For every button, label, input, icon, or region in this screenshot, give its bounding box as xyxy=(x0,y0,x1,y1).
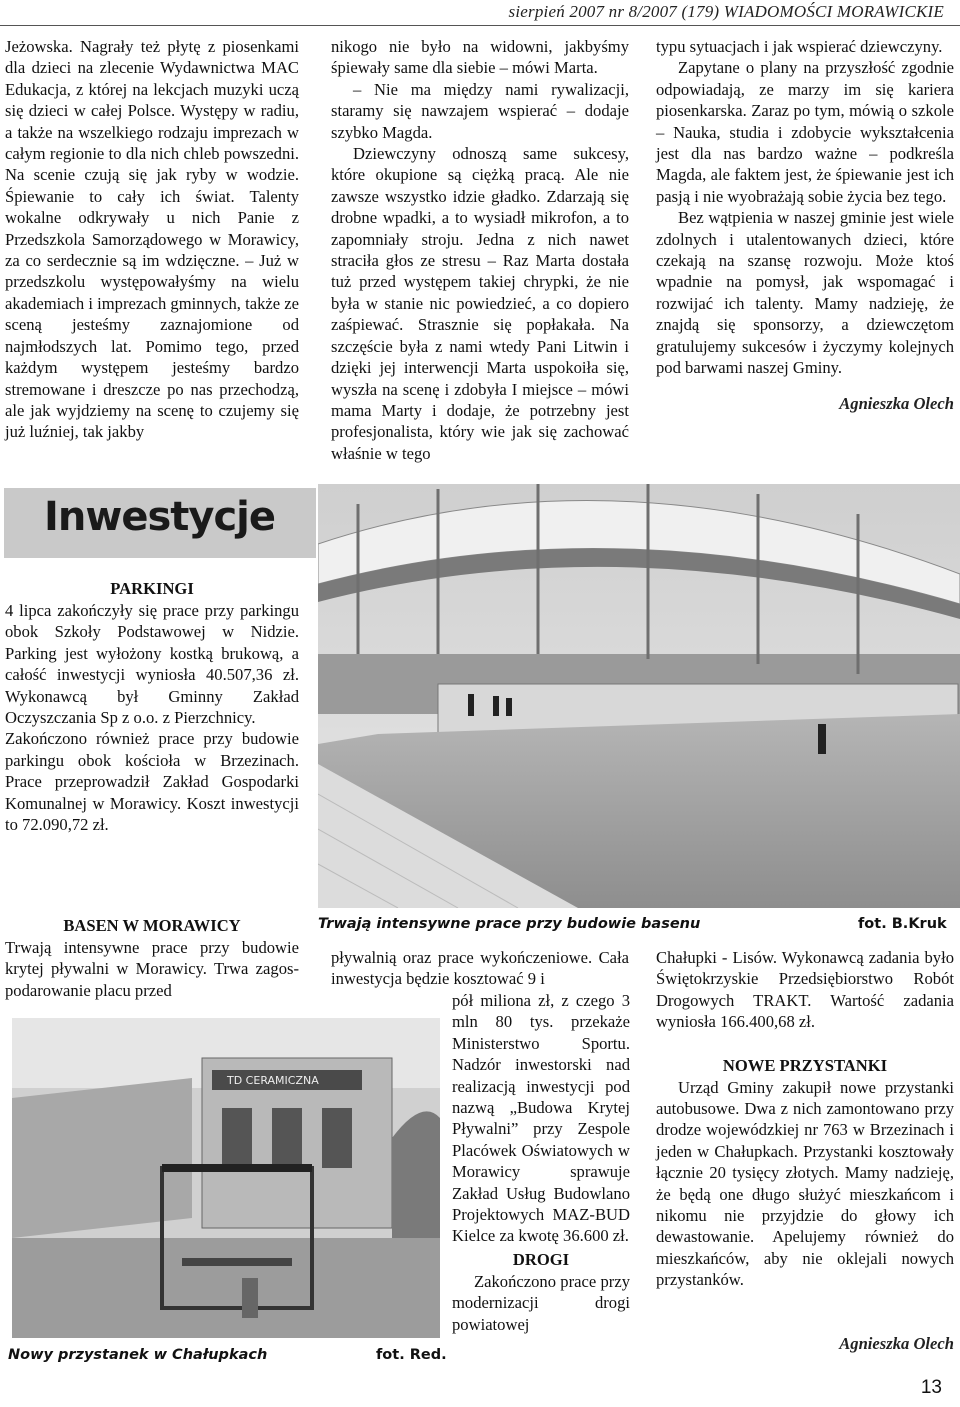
author-signature: Agnieszka Olech xyxy=(839,393,954,413)
top-middle-column xyxy=(331,36,629,464)
top-left-column xyxy=(5,36,299,443)
bus-photo-credit: fot. Red. xyxy=(376,1347,447,1363)
basen-continuation xyxy=(331,947,629,990)
article-paragraph: Zapytane o plany na przyszłość zgodnie odpowiadają, ze marzy im się kariera piosenkarska. Zaraz po tym, mówią o szkole – Nauka, studia i zdobycie wykształcenia jest dla nas bardzo ważne – podkreśla Magda, ale faktem jest, że śpiewanie jest ich pasją i nie wyobrażają sobie życia bez tego. xyxy=(656,58,954,206)
article-paragraph: Jeżowska. Nagrały też płytę z piosenkami dla dzieci na zlecenie Wydawnictwa MAC Edukacja, z której na lekcjach muzyki uczą się dzieci w całej Polsce. Występy w radiu, a także na wszelkiego rodzaju imprezach w całym regionie to dla nich chleb powszedni. Na scenie czują się jak ryby w wodzie. Śpiewanie to cały ich świat. Talenty wokalne odkrywały u nich Panie z Przedszkola Samorządowego w Morawicy, za co serdecznie są im wdzięczne. – Już w przedszkolu występowałyśmy na wielu akademiach i imprezach gminnych, także ze sceną jesteśmy zaznajomione od najmłodszych lat. Pomimo tego, przed każdym występem jesteśmy bardzo stremowane i dreszcze po nas przechodzą, ale jak wyjdziemy na scenę to czujemy się już luźniej, tak jakby xyxy=(5,37,299,442)
basen-heading: BASEN W MORAWICY xyxy=(63,916,241,935)
author-signature: Agnieszka Olech xyxy=(839,1333,954,1353)
page-number: 13 xyxy=(920,1377,942,1398)
article-paragraph: 4 lipca zakończyły się prace przy parkingu obok Szkoły Podstawowej w Nidzie. Parking jest wyłożony kostką brukową, a całość inwestycji wyniosła 40.507,36 zł. Wykonawcą był Gminny Zakład Oczyszczania Sp z o.o. z Pierzchnicy. xyxy=(5,601,299,728)
basen-article xyxy=(5,915,299,1001)
drogi-heading: DROGI xyxy=(512,1249,570,1269)
article-paragraph: Zakończono również prace przy budowie parkingu obok kościoła w Brzezinach. Prace przeprowadził Zakład Gospodarki Komunalnej w Morawicy. Koszt inwestycji to 72.090,72 zł. xyxy=(5,729,299,835)
article-paragraph: typu sytuacjach i jak wspierać dziewczyny. xyxy=(656,37,943,56)
przystanki-heading: NOWE PRZYSTANKI xyxy=(722,1055,888,1075)
section-title: Inwestycje xyxy=(44,494,275,540)
section-title-banner xyxy=(4,488,316,558)
pool-construction-photo xyxy=(318,484,960,908)
article-paragraph: – Nie ma między nami rywalizacji, staramy się nawzajem wspierać – dodaje szybko Magda. xyxy=(331,79,629,142)
header-rule xyxy=(0,25,960,26)
article-paragraph: nikogo nie było na widowni, jakbyśmy śpiewały same dla siebie – mówi Marta. xyxy=(331,37,629,78)
article-paragraph: pływalnią oraz prace wykończeniowe. Cała inwestycja będzie kosztować 9 i xyxy=(331,948,629,989)
top-right-column xyxy=(656,36,954,414)
article-paragraph: Dziewczyny odnoszą same sukcesy, które okupione są ciężką pracą. Ale nie zawsze wszystko idzie gładko. Zdarzają się drobne wpadki, a to wysiadł mikrofon, a to zapomniały stroju. Jedna z nich nawet straciła głos ze stresu – Raz Marta dostała tuż przed występem takiej chrypki, że nie była w stanie nic powiedzieć, a co dopiero zaśpiewać. Strasznie się popłakała. Na szczęście była z nami wtedy Pani Litwin i dzięki jej interwencji Marta uspokoiła się, wyszła na scenę i zdobyła I miejsce – mówi mama Marty i dodaje, że potrzebny jest profesjonalista, który wie jak się zachować właśnie w tego xyxy=(331,144,629,463)
basen-wrap-column xyxy=(452,990,630,1335)
article-paragraph: pół miliona zł, z czego 3 mln 80 tys. przekaże Ministerstwo Sportu. Nadzór inwestorski nad realizacją inwestycji pod nazwą „Budowa Krytej Pływalni” przy Zespole Placówek Oświatowych w Morawicy sprawuje Zakład Usług Budowlano Projektowych MAZ-BUD Kielce za kwotę 36.600 zł. xyxy=(452,991,630,1246)
parking-heading: PARKINGI xyxy=(110,579,194,598)
article-paragraph: Zakończono prace przy modernizacji drogi powiatowej xyxy=(452,1271,630,1334)
article-paragraph: Chałupki - Lisów. Wykonawcą zadania było Świętokrzyskie Przedsiębiorstwo Robót Drogowych TRAKT. Wartość zadania wyniosła 166.400,68 zł. xyxy=(656,948,954,1032)
bus-stop-photo xyxy=(12,1018,440,1338)
parking-article xyxy=(5,578,299,835)
running-head: sierpień 2007 nr 8/2007 (179) WIADOMOŚCI MORAWICKIE xyxy=(508,2,944,21)
article-paragraph: Urząd Gminy zakupił nowe przystanki autobusowe. Dwa z nich zamontowano przy drodze wojewódzkiej nr 763 w Brzezinach i jeden w Chałupkach. Przystanki kosztowały łącznie 20 tysięcy złotych. Mamy nadzieję, że będą one długo służyć mieszkańcom i nikomu nie przyjdzie do głowy ich dewastowanie. Apelujemy również do mieszkańców, aby nie oklejali nowych przystanków. xyxy=(656,1077,954,1290)
article-paragraph: Bez wątpienia w naszej gminie jest wiele zdolnych i utalentowanych dzieci, które czekają na szansę rozwoju. Może ktoś wpadnie na pomysł, jak wspomagać i rozwijać ich talenty. Mamy nadzieję, że znajdą się sponsorzy, a dziewczętom gratulujemy sukcesów i życzymy kolejnych pod barwami naszej Gminy. xyxy=(656,208,954,378)
pool-photo-caption: Trwają intensywne prace przy budowie basenu xyxy=(318,916,701,932)
bus-photo-caption: Nowy przystanek w Chałupkach xyxy=(8,1347,268,1363)
bottom-right-column xyxy=(656,947,954,1354)
pool-photo-credit: fot. B.Kruk xyxy=(858,916,947,932)
shop-sign-text: TD CERAMICZNA xyxy=(227,1074,319,1087)
article-paragraph: Trwają intensywne prace przy budowie krytej pływalni w Morawicy. Trwa zagos-podarowanie placu przed xyxy=(5,938,299,1000)
